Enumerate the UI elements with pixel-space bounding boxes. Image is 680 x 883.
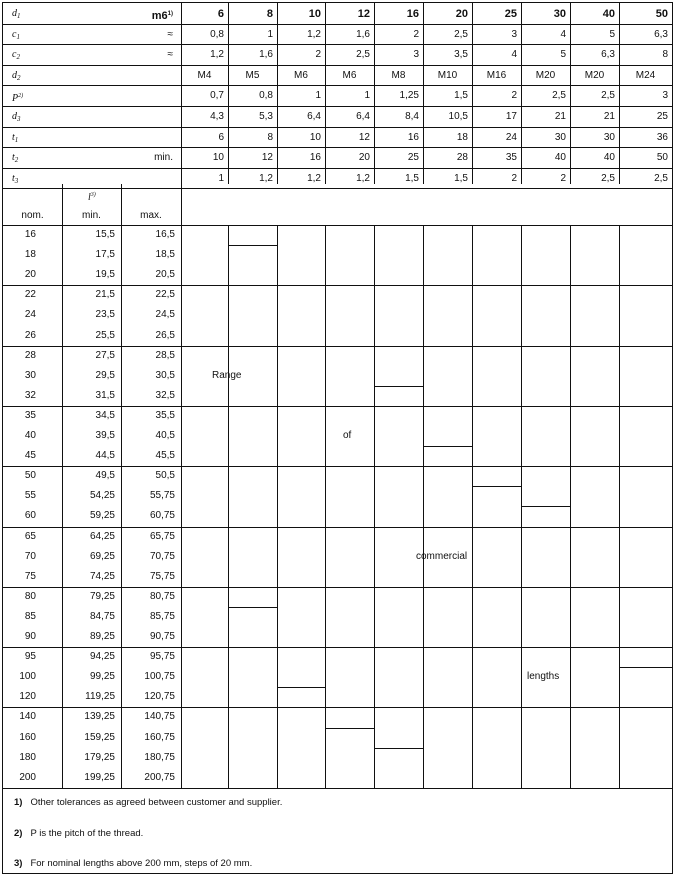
length-max: 20,5 bbox=[155, 269, 175, 281]
length-max: 80,75 bbox=[149, 590, 175, 602]
spec-value: 16 bbox=[407, 131, 419, 143]
length-min: 119,25 bbox=[85, 691, 115, 703]
spec-value: 0,8 bbox=[210, 28, 224, 40]
footnote bbox=[14, 828, 143, 839]
length-min: 34,5 bbox=[95, 409, 115, 421]
range-boundary-lower bbox=[325, 728, 374, 729]
spec-value: 21 bbox=[603, 111, 615, 122]
length-max: 22,5 bbox=[155, 289, 175, 301]
spec-value: 2,5 bbox=[356, 49, 370, 61]
spec-value: 40 bbox=[603, 152, 615, 164]
spec-value: 12 bbox=[358, 131, 370, 143]
spec-row-divider bbox=[3, 65, 672, 66]
spec-value: 20 bbox=[358, 152, 370, 164]
spec-value: 1,5 bbox=[405, 172, 419, 184]
length-nom: 80 bbox=[24, 590, 36, 602]
length-symbol-footnote-ref: 3) bbox=[90, 192, 96, 198]
length-min: 139,25 bbox=[84, 711, 115, 723]
spec-symbol-subscript: 2 bbox=[14, 156, 19, 165]
length-subcol-divider bbox=[121, 184, 122, 229]
spec-value: 12 bbox=[357, 8, 370, 20]
spec-col-divider bbox=[472, 3, 473, 184]
spec-value: 8 bbox=[662, 49, 668, 61]
range-boundary-lower bbox=[374, 748, 423, 749]
spec-unit-footnote-ref: 1) bbox=[167, 11, 173, 17]
spec-value: M6 bbox=[294, 69, 308, 81]
spec-value: 16 bbox=[406, 8, 419, 20]
spec-value: 1,25 bbox=[399, 90, 419, 102]
spec-value: 6 bbox=[218, 131, 224, 143]
length-min: 199,25 bbox=[84, 771, 115, 783]
spec-value: 6,4 bbox=[307, 111, 321, 122]
spec-value: 1 bbox=[364, 90, 370, 102]
length-min: 64,25 bbox=[89, 530, 115, 542]
spec-row-divider bbox=[3, 147, 672, 148]
spec-value: 2,5 bbox=[601, 172, 615, 184]
length-nom: 45 bbox=[24, 450, 36, 462]
spec-col-divider bbox=[619, 3, 620, 184]
length-min: 94,25 bbox=[89, 651, 115, 663]
length-header-nom: nom. bbox=[21, 210, 44, 221]
spec-value: 40 bbox=[554, 152, 566, 164]
spec-symbol bbox=[12, 8, 21, 22]
spec-symbol-letter: d bbox=[12, 69, 17, 81]
range-boundary-upper bbox=[374, 386, 423, 387]
spec-value: M4 bbox=[197, 69, 212, 81]
length-max: 50,5 bbox=[155, 470, 175, 482]
spec-symbol bbox=[12, 132, 18, 146]
spec-value: 1 bbox=[218, 172, 224, 184]
spec-row-divider bbox=[3, 168, 672, 169]
spec-symbol-subscript: 1 bbox=[16, 32, 20, 41]
length-nom: 18 bbox=[24, 249, 36, 261]
length-min: 39,5 bbox=[95, 430, 115, 441]
spec-symbol-subscript: 3 bbox=[17, 115, 21, 123]
spec-value: 10 bbox=[212, 152, 224, 164]
spec-value: 30 bbox=[553, 8, 566, 20]
spec-symbol-footnote-ref: 2) bbox=[18, 93, 24, 100]
spec-value: 36 bbox=[656, 131, 668, 143]
spec-value: 17 bbox=[505, 111, 517, 122]
spec-unit bbox=[154, 152, 173, 164]
range-boundary-upper bbox=[277, 285, 325, 286]
length-min: 179,25 bbox=[84, 751, 115, 763]
length-min: 19,5 bbox=[95, 269, 115, 281]
length-max: 90,75 bbox=[149, 631, 175, 642]
length-nom: 180 bbox=[19, 751, 36, 763]
spec-value: 10 bbox=[309, 131, 321, 143]
length-col-divider bbox=[423, 225, 424, 788]
spec-value: M5 bbox=[245, 69, 260, 81]
length-min: 23,5 bbox=[95, 309, 115, 321]
spec-symbol-subscript: 1 bbox=[17, 12, 21, 20]
spec-col-divider bbox=[181, 3, 182, 184]
range-boundary-lower bbox=[619, 667, 672, 668]
spec-symbol bbox=[12, 152, 18, 166]
spec-value: 1,2 bbox=[259, 172, 273, 184]
spec-value: 2,5 bbox=[454, 28, 468, 40]
range-boundary-upper bbox=[423, 446, 472, 447]
spec-value: 12 bbox=[261, 152, 273, 164]
length-min: 84,75 bbox=[89, 610, 115, 622]
spec-col-divider bbox=[228, 3, 229, 184]
length-min: 29,5 bbox=[95, 369, 115, 381]
spec-symbol-letter: c bbox=[12, 49, 17, 61]
length-max: 200,75 bbox=[144, 771, 175, 783]
length-subcol-divider bbox=[121, 225, 122, 788]
spec-symbol-subscript: 2 bbox=[17, 73, 21, 82]
spec-value: M20 bbox=[535, 69, 556, 81]
length-max: 35,5 bbox=[155, 409, 175, 421]
spec-symbol-letter: t bbox=[12, 172, 15, 184]
length-nom: 60 bbox=[24, 510, 36, 522]
length-subcol-divider bbox=[62, 184, 63, 229]
length-min: 59,25 bbox=[89, 510, 115, 522]
length-nom: 30 bbox=[24, 369, 36, 381]
spec-row-divider bbox=[3, 106, 672, 107]
spec-col-divider bbox=[521, 3, 522, 184]
spec-value: 21 bbox=[554, 111, 566, 122]
length-nom: 100 bbox=[19, 671, 36, 683]
spec-symbol-subscript: 1 bbox=[14, 135, 19, 144]
length-min: 69,25 bbox=[89, 550, 115, 562]
spec-value: 6,3 bbox=[601, 49, 615, 61]
spec-value: M24 bbox=[635, 69, 656, 81]
spec-value: M6 bbox=[342, 69, 357, 81]
range-word: lengths bbox=[527, 671, 560, 683]
length-max: 140,75 bbox=[144, 711, 175, 723]
length-group-divider bbox=[3, 285, 672, 286]
spec-row-divider bbox=[3, 188, 672, 189]
length-nom: 24 bbox=[24, 309, 36, 321]
spec-symbol bbox=[12, 70, 21, 84]
spec-value: 4,3 bbox=[210, 111, 224, 122]
length-nom: 85 bbox=[24, 610, 36, 622]
spec-value: 2,5 bbox=[601, 90, 615, 102]
spec-value: 1,2 bbox=[356, 172, 370, 184]
spec-value: 8 bbox=[267, 131, 273, 143]
spec-value: 30 bbox=[554, 131, 566, 143]
length-col-divider bbox=[570, 225, 571, 788]
spec-value: 10 bbox=[308, 8, 321, 20]
footnote-number: 2) bbox=[14, 828, 23, 839]
length-max: 85,75 bbox=[149, 610, 175, 622]
spec-row-divider bbox=[3, 127, 672, 128]
spec-value: 8,4 bbox=[405, 111, 419, 122]
spec-value: 4 bbox=[511, 49, 517, 61]
length-min: 49,5 bbox=[95, 470, 115, 482]
length-symbol bbox=[88, 189, 96, 204]
length-subcol-divider bbox=[62, 225, 63, 788]
range-boundary-upper bbox=[325, 346, 374, 347]
spec-value: 3 bbox=[511, 28, 517, 40]
length-max: 18,5 bbox=[155, 249, 175, 261]
spec-unit-text: ≈ bbox=[167, 28, 173, 40]
length-max: 28,5 bbox=[155, 349, 175, 361]
range-word: Range bbox=[212, 369, 242, 381]
spec-row-divider bbox=[3, 44, 672, 45]
length-nom: 40 bbox=[24, 430, 36, 441]
spec-value: 1,6 bbox=[259, 49, 273, 61]
length-col-divider bbox=[472, 225, 473, 788]
length-max: 160,75 bbox=[144, 731, 175, 743]
spec-symbol bbox=[12, 49, 20, 63]
spec-value: 1,2 bbox=[307, 172, 321, 184]
spec-value: 20 bbox=[455, 8, 468, 20]
spec-value: 6,3 bbox=[654, 28, 668, 40]
length-symbol-letter: l bbox=[88, 192, 91, 203]
spec-value: 1,5 bbox=[454, 172, 468, 184]
spec-value: 0,8 bbox=[259, 90, 273, 102]
range-boundary-upper bbox=[472, 486, 521, 487]
spec-value: 3 bbox=[413, 49, 419, 61]
spec-symbol-letter: P bbox=[12, 93, 19, 105]
length-max: 75,75 bbox=[149, 570, 175, 582]
length-group-divider bbox=[3, 466, 672, 467]
spec-value: 2 bbox=[511, 172, 517, 184]
spec-value: 25 bbox=[407, 152, 419, 164]
spec-col-divider bbox=[423, 3, 424, 184]
spec-value: 2 bbox=[560, 172, 566, 184]
length-min: 31,5 bbox=[95, 389, 115, 401]
spec-value: 25 bbox=[656, 111, 668, 122]
length-nom: 65 bbox=[24, 530, 36, 542]
length-min: 17,5 bbox=[95, 249, 115, 261]
length-min: 25,5 bbox=[95, 329, 115, 341]
length-header-max: max. bbox=[140, 210, 162, 221]
spec-symbol-letter: c bbox=[12, 28, 17, 40]
spec-value: 1,2 bbox=[307, 28, 321, 40]
spec-value: M16 bbox=[486, 69, 507, 81]
length-max: 32,5 bbox=[155, 389, 175, 401]
length-nom: 55 bbox=[24, 490, 36, 502]
length-max: 55,75 bbox=[149, 490, 175, 502]
length-max: 60,75 bbox=[149, 510, 175, 522]
spec-value: 28 bbox=[456, 152, 468, 164]
length-min: 159,25 bbox=[84, 731, 115, 743]
spec-value: 3,5 bbox=[454, 49, 468, 61]
length-min: 15,5 bbox=[95, 229, 115, 240]
spec-symbol-letter: d bbox=[12, 111, 17, 122]
spec-unit-text: m6 bbox=[151, 10, 168, 22]
spec-value: 18 bbox=[456, 131, 468, 143]
spec-value: 10,5 bbox=[448, 111, 468, 122]
length-max: 26,5 bbox=[155, 329, 175, 341]
footnote bbox=[14, 858, 252, 869]
length-group-divider bbox=[3, 406, 672, 407]
footnote-number: 3) bbox=[14, 858, 23, 869]
range-word: of bbox=[343, 430, 352, 441]
footnote-text: For nominal lengths above 200 mm, steps of 20 mm. bbox=[30, 858, 253, 869]
spec-value: 1,6 bbox=[356, 28, 370, 40]
length-nom: 120 bbox=[19, 691, 36, 703]
length-nom: 16 bbox=[24, 229, 36, 240]
length-nom: 35 bbox=[24, 409, 36, 421]
length-nom: 75 bbox=[24, 570, 36, 582]
spec-value: 24 bbox=[505, 131, 517, 143]
spec-col-divider bbox=[374, 3, 375, 184]
spec-value: 6,4 bbox=[356, 111, 370, 122]
length-min: 89,25 bbox=[89, 631, 115, 642]
length-min: 44,5 bbox=[95, 450, 115, 462]
length-max: 40,5 bbox=[155, 430, 175, 441]
length-max: 16,5 bbox=[155, 229, 175, 240]
length-col-divider bbox=[325, 225, 326, 788]
spec-value: M20 bbox=[584, 69, 605, 81]
spec-value: 50 bbox=[655, 8, 668, 20]
length-col-divider bbox=[374, 225, 375, 788]
length-nom: 26 bbox=[24, 329, 36, 341]
spec-unit bbox=[168, 29, 174, 41]
footnote-text: P is the pitch of the thread. bbox=[30, 828, 144, 839]
range-boundary-upper bbox=[521, 506, 570, 507]
length-nom: 32 bbox=[24, 389, 36, 401]
length-min: 54,25 bbox=[89, 490, 115, 502]
spec-value: 1 bbox=[267, 28, 273, 40]
length-nom: 22 bbox=[24, 289, 36, 301]
spec-value: 2 bbox=[315, 49, 321, 61]
spec-row-divider bbox=[3, 24, 672, 25]
spec-value: M10 bbox=[437, 69, 458, 81]
footnote bbox=[14, 797, 282, 808]
spec-value: 2,5 bbox=[552, 90, 566, 102]
length-group-divider bbox=[3, 647, 672, 648]
length-max: 95,75 bbox=[149, 651, 175, 663]
spec-symbol-subscript: 2 bbox=[16, 53, 20, 62]
spec-col-divider bbox=[277, 3, 278, 184]
length-min: 79,25 bbox=[89, 590, 115, 602]
range-boundary-upper bbox=[228, 245, 277, 246]
spec-value: 50 bbox=[656, 152, 668, 164]
footnote-text: Other tolerances as agreed between customer and supplier. bbox=[30, 797, 283, 808]
spec-symbol-letter: t bbox=[12, 152, 15, 164]
range-boundary-lower bbox=[570, 587, 619, 588]
spec-col-divider bbox=[325, 3, 326, 184]
spec-value: 1,5 bbox=[454, 90, 468, 102]
spec-symbol bbox=[12, 111, 21, 125]
length-max: 65,75 bbox=[149, 530, 175, 542]
length-nom: 50 bbox=[24, 470, 36, 482]
range-boundary-lower bbox=[228, 607, 277, 608]
length-table-bottom bbox=[3, 788, 672, 789]
spec-symbol-letter: t bbox=[12, 131, 15, 143]
spec-value: 4 bbox=[560, 28, 566, 40]
length-header-bottom bbox=[181, 225, 672, 226]
length-min: 74,25 bbox=[89, 570, 115, 582]
spec-value: 25 bbox=[504, 8, 517, 20]
length-max: 180,75 bbox=[144, 751, 175, 763]
spec-value: 40 bbox=[602, 8, 615, 20]
spec-col-divider bbox=[570, 3, 571, 184]
length-max: 100,75 bbox=[144, 671, 175, 683]
spec-value: 16 bbox=[309, 152, 321, 164]
length-min: 99,25 bbox=[89, 671, 115, 683]
length-nom: 28 bbox=[24, 349, 36, 361]
spec-value: 30 bbox=[603, 131, 615, 143]
spec-value: 2 bbox=[413, 28, 419, 40]
footnote-number: 1) bbox=[14, 797, 23, 808]
spec-value: 5 bbox=[560, 49, 566, 61]
length-nom: 95 bbox=[24, 651, 36, 663]
spec-row-divider bbox=[3, 85, 672, 86]
length-group-divider bbox=[3, 527, 672, 528]
spec-unit bbox=[168, 49, 174, 61]
spec-symbol bbox=[12, 173, 18, 187]
length-area-divider bbox=[181, 184, 182, 788]
length-col-divider bbox=[619, 225, 620, 788]
length-max: 30,5 bbox=[155, 369, 175, 381]
spec-value: 5,3 bbox=[259, 111, 273, 122]
length-max: 70,75 bbox=[149, 550, 175, 562]
spec-value: 6 bbox=[217, 8, 224, 20]
length-header-bottom bbox=[3, 225, 181, 226]
spec-value: 2 bbox=[511, 90, 517, 102]
spec-value: 3 bbox=[662, 90, 668, 102]
length-nom: 70 bbox=[24, 550, 36, 562]
spec-symbol bbox=[12, 90, 23, 105]
spec-unit-text: ≈ bbox=[167, 49, 173, 61]
length-nom: 160 bbox=[19, 731, 36, 743]
spec-symbol bbox=[12, 29, 20, 43]
range-word: commercial bbox=[416, 550, 468, 562]
spec-unit bbox=[152, 8, 173, 22]
spec-unit-text: min. bbox=[154, 152, 173, 164]
spec-symbol-letter: d bbox=[12, 8, 17, 19]
length-group-divider bbox=[3, 707, 672, 708]
length-col-divider bbox=[228, 225, 229, 788]
spec-value: 0,7 bbox=[210, 90, 224, 102]
length-max: 120,75 bbox=[144, 691, 175, 703]
length-nom: 90 bbox=[24, 631, 36, 642]
length-min: 21,5 bbox=[95, 289, 115, 301]
spec-value: M8 bbox=[391, 69, 406, 81]
range-boundary-lower bbox=[277, 687, 325, 688]
spec-value: 35 bbox=[505, 152, 517, 164]
spec-symbol-subscript: 3 bbox=[14, 176, 19, 185]
length-col-divider bbox=[277, 225, 278, 788]
spec-value: 8 bbox=[266, 8, 273, 20]
length-min: 27,5 bbox=[95, 349, 115, 361]
length-nom: 20 bbox=[24, 269, 36, 281]
length-nom: 140 bbox=[19, 711, 36, 723]
length-max: 45,5 bbox=[155, 450, 175, 462]
length-max: 24,5 bbox=[155, 309, 175, 321]
spec-value: 1,2 bbox=[210, 49, 224, 61]
spec-value: 5 bbox=[609, 28, 615, 40]
spec-value: 2,5 bbox=[654, 172, 668, 184]
length-nom: 200 bbox=[19, 771, 36, 783]
length-header-min: min. bbox=[82, 210, 101, 221]
spec-value: 1 bbox=[315, 90, 321, 102]
